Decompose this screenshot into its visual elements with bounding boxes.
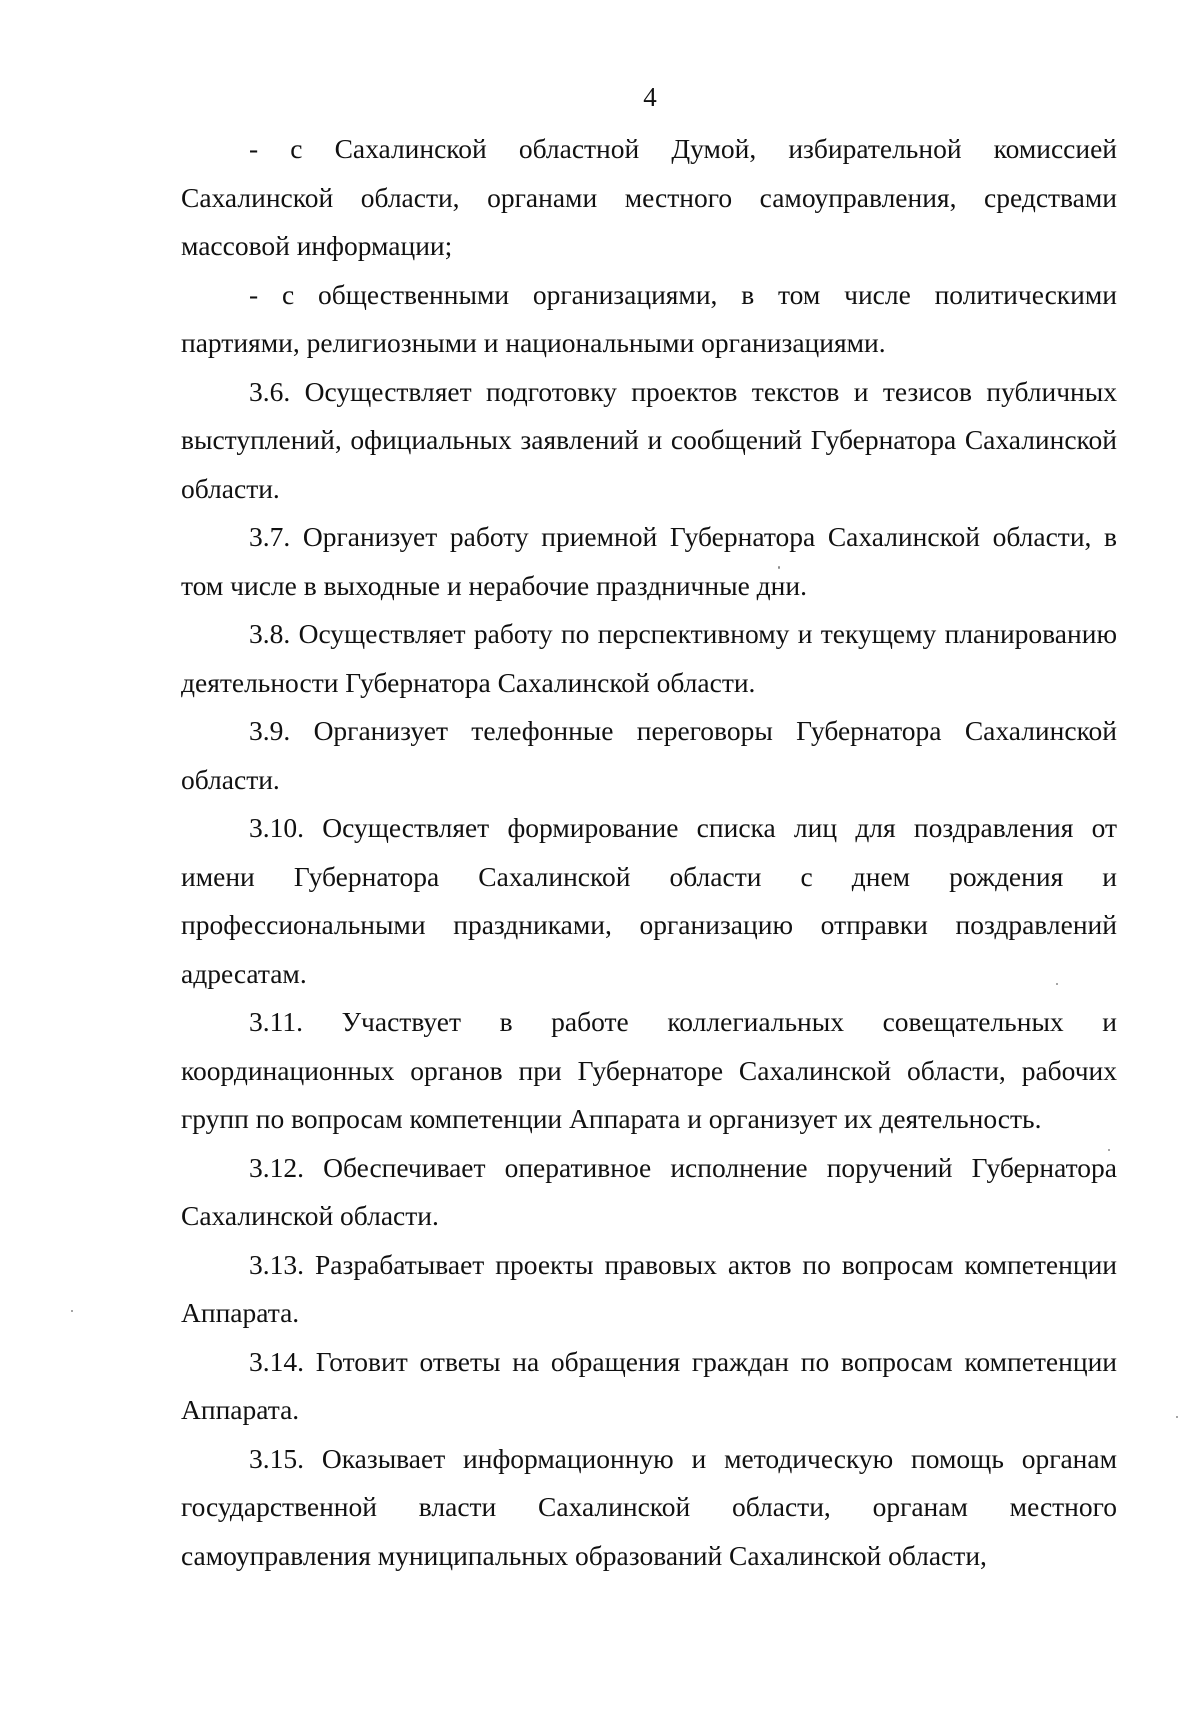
scan-speck: [71, 1310, 73, 1312]
paragraph-3-15: 3.15. Оказывает информационную и методическую помощь органам государственной власти Сахалинской области, органам местного самоуправления муниципальных образований Сахалинской области,: [181, 1442, 1117, 1571]
paragraph-3-14: 3.14. Готовит ответы на обращения граждан по вопросам компетенции Аппарата.: [181, 1345, 1117, 1425]
page-number: 4: [643, 82, 657, 112]
paragraph-3-7: 3.7. Организует работу приемной Губернатора Сахалинской области, в том числе в выходные и нерабочие праздничные дни.: [181, 521, 1117, 601]
document-body: [181, 125, 1117, 1580]
scan-speck: [778, 566, 780, 569]
paragraph-3-12: 3.12. Обеспечивает оперативное исполнение поручений Губернатора Сахалинской области.: [181, 1151, 1117, 1231]
paragraph-3-13: 3.13. Разрабатывает проекты правовых актов по вопросам компетенции Аппарата.: [181, 1248, 1117, 1328]
scan-speck: [1176, 1416, 1178, 1418]
scan-speck: [1108, 1149, 1110, 1151]
paragraph-list-item-organizations: - с общественными организациями, в том числе политическими партиями, религиозными и национальными организациями.: [181, 278, 1117, 358]
paragraph-3-9: 3.9. Организует телефонные переговоры Губернатора Сахалинской области.: [181, 715, 1117, 795]
paragraph-3-6: 3.6. Осуществляет подготовку проектов текстов и тезисов публичных выступлений, официальных заявлений и сообщений Губернатора Сахалинской области.: [181, 375, 1117, 504]
paragraph-3-11: 3.11. Участвует в работе коллегиальных совещательных и координационных органов при Губернаторе Сахалинской области, рабочих групп по вопросам компетенции Аппарата и организует их деятельность.: [181, 1006, 1117, 1134]
paragraph-list-item-duma: - с Сахалинской областной Думой, избирательной комиссией Сахалинской области, органами местного самоуправления, средствами массовой информации;: [181, 133, 1117, 261]
paragraph-3-10: 3.10. Осуществляет формирование списка лиц для поздравления от имени Губернатора Сахалинской области с днем рождения и профессиональными праздниками, организацию отправки поздравлений адресатам.: [181, 812, 1117, 989]
paragraph-3-8: 3.8. Осуществляет работу по перспективному и текущему планированию деятельности Губернатора Сахалинской области.: [181, 618, 1117, 698]
scan-speck: [1056, 983, 1058, 985]
